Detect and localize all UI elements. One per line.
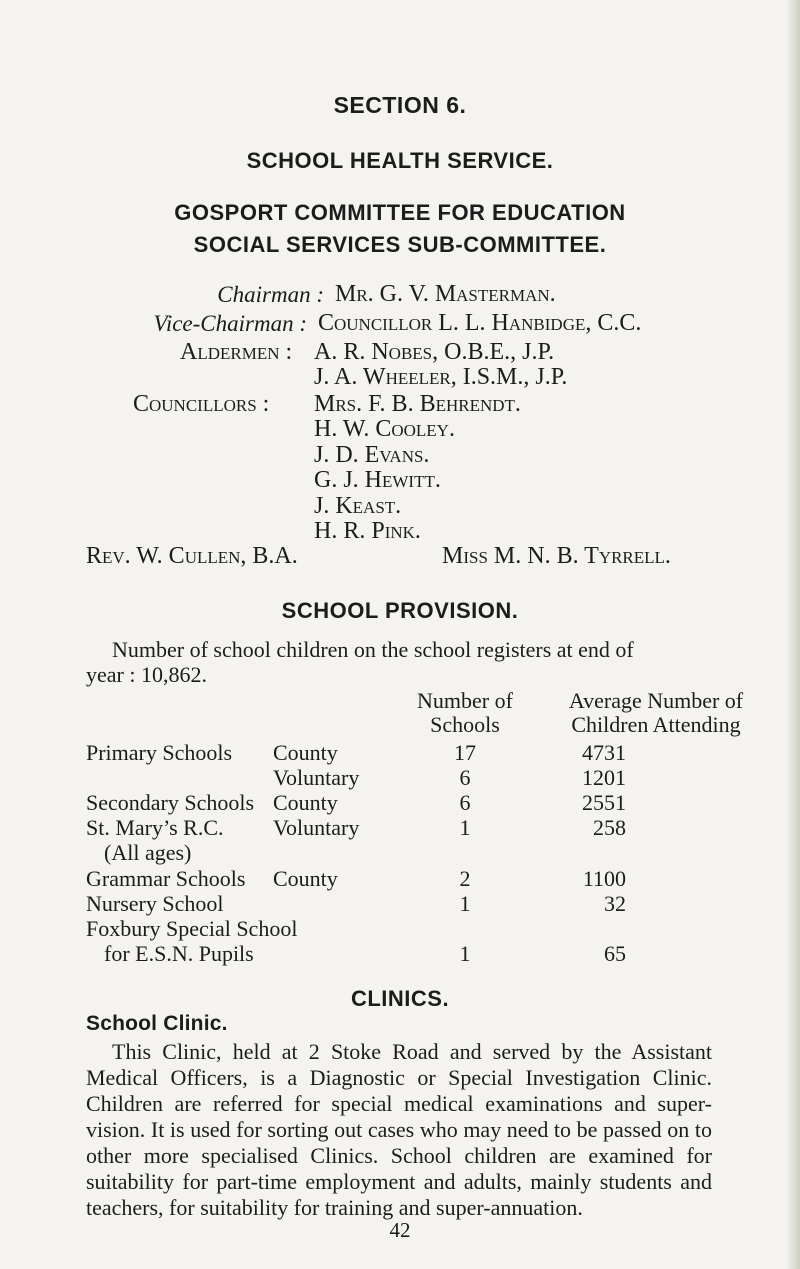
service-title: SCHOOL HEALTH SERVICE. [246,148,554,173]
row-name: Nursery School [86,891,224,916]
row-schools: 2 [459,866,471,891]
rev-member: Rev. W. Cullen, B.A. [86,543,298,569]
row-schools: 6 [459,790,471,815]
row-schools: 1 [459,941,471,966]
vice-chairman-name: Councillor L. L. Hanbidge, C.C. [318,310,642,336]
clinics-heading: CLINICS. [350,986,450,1011]
school-clinic-subheading: School Clinic. [86,1012,228,1035]
row-children: 4731 [582,740,626,765]
councillor-2: H. W. Cooley. [314,416,455,442]
row-name: St. Mary’s R.C. [86,815,224,840]
provision-intro-line2: year : 10,862. [86,662,207,687]
row-name: for E.S.N. Pupils [104,941,254,966]
row-children: 258 [593,815,626,840]
committee-title-line1: GOSPORT COMMITTEE FOR EDUCATION [174,200,626,225]
committee-title-line2: SOCIAL SERVICES SUB-COMMITTEE. [193,232,607,257]
councillor-1: Mrs. F. B. Behrendt. [314,391,521,417]
page-number: 42 [389,1218,411,1242]
row-type: Voluntary [273,815,360,840]
row-schools: 17 [454,740,476,765]
provision-heading: SCHOOL PROVISION. [281,598,519,623]
vice-chairman-label: Vice-Chairman : [153,311,307,336]
page-edge-shadow [786,0,800,1269]
councillor-5: J. Keast. [314,493,402,519]
section-heading: SECTION 6. [333,92,467,118]
chairman-label: Chairman : [217,282,324,307]
row-name: Grammar Schools [86,866,246,891]
row-children: 65 [604,941,626,966]
col-header-schools-1: Number of [417,688,513,713]
row-type: Voluntary [273,765,360,790]
row-name: Secondary Schools [86,790,255,815]
chairman-name: Mr. G. V. Masterman. [335,281,556,307]
councillor-6: H. R. Pink. [314,518,421,544]
clinic-paragraph: This Clinic, held at 2 Stoke Road and served by the Assistant Medical Officers, is a Diagnostic or Special Investigation Clinic. Children are referred for special medical examinations and super-vision. It is used for sorting out cases who may need to be passed on to other more specialised Clinics. School children are examined for suitability for part-time employment and adults, mainly students and teachers, for suitability for training and super-annuation. [86,1039,712,1220]
councillor-4: G. J. Hewitt. [314,467,441,493]
row-schools: 1 [459,815,471,840]
row-type: County [273,866,338,891]
alderman-1: A. R. Nobes, O.B.E., J.P. [314,339,555,365]
row-type: County [273,740,338,765]
row-children: 1100 [582,866,626,891]
row-children: 2551 [582,790,626,815]
provision-intro-line1: Number of school children on the school registers at end of [112,637,634,662]
row-name: Foxbury Special School [86,916,298,941]
miss-member: Miss M. N. B. Tyrrell. [442,543,671,569]
col-header-children-1: Average Number of [568,688,744,713]
row-name: (All ages) [104,840,192,865]
row-name: Primary Schools [86,740,233,765]
row-children: 1201 [582,765,626,790]
row-schools: 6 [459,765,471,790]
councillors-label: Councillors : [133,391,270,417]
councillor-3: J. D. Evans. [314,442,430,468]
alderman-2: J. A. Wheeler, I.S.M., J.P. [314,364,568,390]
col-header-schools-2: Schools [430,712,500,737]
row-type: County [273,790,338,815]
row-schools: 1 [459,891,471,916]
aldermen-label: Aldermen : [180,339,293,365]
row-children: 32 [604,891,626,916]
col-header-children-2: Children Attending [571,712,741,737]
